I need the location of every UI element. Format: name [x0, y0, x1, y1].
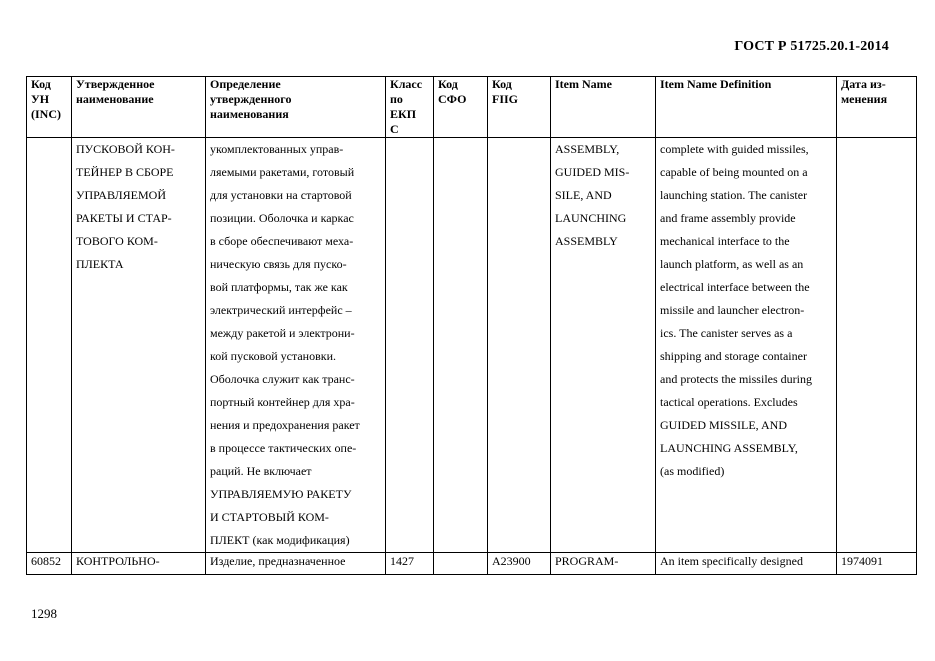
cell-inc: 60852	[27, 553, 72, 575]
cell-class	[386, 138, 434, 553]
text-line: ническую связь для пуско-	[210, 257, 347, 271]
text-line: missile and launcher electron-	[660, 303, 805, 317]
text-line: ЕКП	[390, 107, 417, 121]
cell-fiig	[488, 138, 551, 553]
text-line: Item Name Definition	[660, 77, 772, 91]
text-line: mechanical interface to the	[660, 234, 790, 248]
text-line: ASSEMBLY,	[555, 142, 620, 156]
text-line: РАКЕТЫ И СТАР-	[76, 211, 172, 225]
col-header-inc	[27, 77, 72, 138]
text-line: launch platform, as well as an	[660, 257, 804, 271]
text-line: complete with guided missiles,	[660, 142, 809, 156]
cell-sfo	[434, 553, 488, 575]
col-header-change-date	[837, 77, 917, 138]
text-line: capable of being mounted on a	[660, 165, 808, 179]
text-line: нения и предохранения ракет	[210, 418, 360, 432]
text-line: позиции. Оболочка и каркас	[210, 211, 354, 225]
text-line: по	[390, 92, 403, 106]
cell-inc	[27, 138, 72, 553]
col-header-class	[386, 77, 434, 138]
text-line: УПРАВЛЯЕМОЙ	[76, 188, 166, 202]
col-header-sfo	[434, 77, 488, 138]
text-line: СФО	[438, 92, 467, 106]
text-line: FIIG	[492, 92, 519, 106]
text-line: electrical interface between the	[660, 280, 810, 294]
text-line: ТОВОГО КОМ-	[76, 234, 158, 248]
text-line: вой платформы, так же как	[210, 280, 348, 294]
text-line: между ракетой и электрони-	[210, 326, 355, 340]
table-header-row	[27, 77, 917, 138]
cell-change-date: 1974091	[837, 553, 917, 575]
text-line: Код	[438, 77, 458, 91]
cell-approved-name: КОНТРОЛЬНО-	[72, 553, 206, 575]
text-line: ТЕЙНЕР В СБОРЕ	[76, 165, 174, 179]
text-line: укомплектованных управ-	[210, 142, 344, 156]
text-line: shipping and storage container	[660, 349, 807, 363]
text-line: and protects the missiles during	[660, 372, 812, 386]
text-line: Item Name	[555, 77, 612, 91]
text-line: tactical operations. Excludes	[660, 395, 798, 409]
text-line: Код	[492, 77, 512, 91]
text-line: (as modified)	[660, 464, 725, 478]
page-number: 1298	[31, 606, 57, 621]
cell-item-name: PROGRAM-	[551, 553, 656, 575]
text-line: менения	[841, 92, 888, 106]
text-line: SILE, AND	[555, 188, 612, 202]
cell-item-name-definition	[656, 138, 837, 553]
cell-change-date	[837, 138, 917, 553]
text-line: в процессе тактических опе-	[210, 441, 357, 455]
text-line: для установки на стартовой	[210, 188, 352, 202]
text-line: ПЛЕКТ (как модификация)	[210, 533, 350, 547]
text-line: GUIDED MIS-	[555, 165, 630, 179]
text-line: Утвержденное	[76, 77, 155, 91]
text-line: электрический интерфейс –	[210, 303, 352, 317]
cell-approved-name	[72, 138, 206, 553]
text-line: наименование	[76, 92, 154, 106]
text-line: Код	[31, 77, 51, 91]
cell-item-name-definition: An item specifically designed	[656, 553, 837, 575]
table-row	[27, 553, 917, 575]
col-header-item-name	[551, 77, 656, 138]
cell-sfo	[434, 138, 488, 553]
text-line: портный контейнер для хра-	[210, 395, 355, 409]
text-line: в сборе обеспечивают меха-	[210, 234, 354, 248]
text-line: раций. Не включает	[210, 464, 312, 478]
text-line: Дата из-	[841, 77, 886, 91]
text-line: кой пусковой установки.	[210, 349, 336, 363]
text-line: ics. The canister serves as a	[660, 326, 793, 340]
catalog-table	[26, 76, 917, 575]
text-line: launching station. The canister	[660, 188, 808, 202]
text-line: and frame assembly provide	[660, 211, 796, 225]
cell-definition: Изделие, предназначенное	[206, 553, 386, 575]
text-line: Оболочка служит как транс-	[210, 372, 355, 386]
text-line: ПЛЕКТА	[76, 257, 124, 271]
col-header-definition	[206, 77, 386, 138]
col-header-approved-name	[72, 77, 206, 138]
text-line: ляемыми ракетами, готовый	[210, 165, 355, 179]
text-line: Определение	[210, 77, 281, 91]
document-code: ГОСТ Р 51725.20.1-2014	[734, 39, 889, 54]
text-line: ПУСКОВОЙ КОН-	[76, 142, 175, 156]
cell-item-name	[551, 138, 656, 553]
text-line: УПРАВЛЯЕМУЮ РАКЕТУ	[210, 487, 352, 501]
text-line: LAUNCHING ASSEMBLY,	[660, 441, 798, 455]
text-line: утвержденного	[210, 92, 292, 106]
text-line: LAUNCHING	[555, 211, 627, 225]
text-line: И СТАРТОВЫЙ КОМ-	[210, 510, 329, 524]
table-row	[27, 138, 917, 553]
text-line: GUIDED MISSILE, AND	[660, 418, 787, 432]
text-line: С	[390, 122, 399, 136]
cell-class: 1427	[386, 553, 434, 575]
text-line: (INC)	[31, 107, 61, 121]
text-line: ASSEMBLY	[555, 234, 618, 248]
cell-definition	[206, 138, 386, 553]
cell-fiig: A23900	[488, 553, 551, 575]
text-line: наименования	[210, 107, 289, 121]
col-header-fiig	[488, 77, 551, 138]
text-line: Класс	[390, 77, 423, 91]
text-line: УН	[31, 92, 50, 106]
col-header-item-name-definition	[656, 77, 837, 138]
